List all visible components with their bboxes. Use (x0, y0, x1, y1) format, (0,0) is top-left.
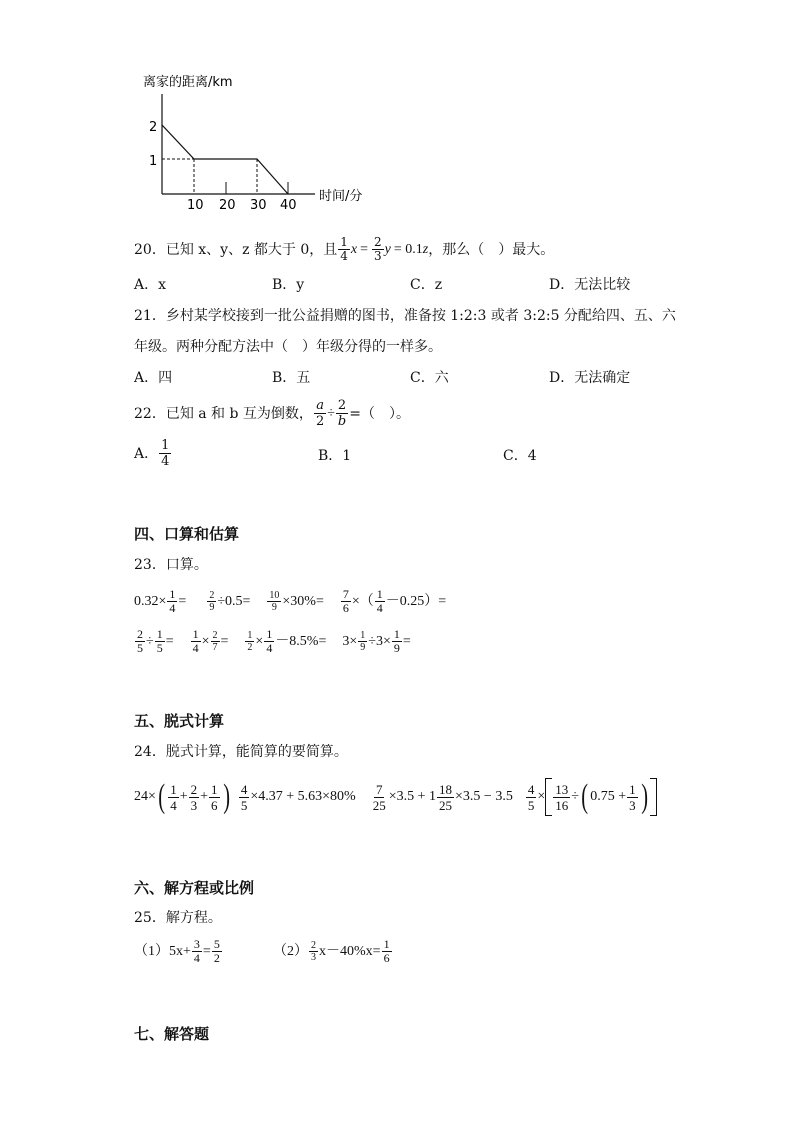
q20-option-b: B．y (272, 277, 305, 293)
q23-r2d-frac (358, 630, 367, 653)
q20-option-a: A．x (134, 277, 167, 293)
graph-ylabel: 离家的距离/km (143, 75, 233, 90)
y-tick-2: 2 (149, 120, 158, 135)
q24-e1-f2-num: 2 (190, 781, 198, 797)
graph-svg (135, 70, 375, 215)
q23-r1d-frac (341, 588, 351, 615)
q23-r2b2-den: 7 (212, 642, 218, 653)
q23-r1a-post: = (178, 593, 187, 609)
q20-var-z: z (422, 241, 429, 257)
q23-r2b2-num: 2 (212, 630, 218, 641)
q24-e1-f1-den: 4 (170, 797, 177, 813)
q22-option-a-num: 1 (161, 438, 170, 453)
q25-e2-frac (309, 940, 318, 963)
q23-r1c-num: 10 (269, 590, 280, 601)
q23-r2b2-frac (211, 630, 220, 653)
q23-r1b-post: ÷0.5= (217, 593, 251, 609)
q23-r2d-post: = (402, 633, 411, 649)
q20-frac2-den: 3 (374, 249, 382, 263)
q23-r2a-frac (135, 628, 145, 655)
q23-r1a-num: 1 (169, 587, 176, 601)
q23-r2d-op: ÷3× (368, 633, 391, 649)
q23-r2c2-frac (264, 628, 274, 655)
q25-e1-pre: （1）5x+ (134, 943, 191, 959)
q24-e4-f2-den: 16 (555, 797, 569, 813)
q22-option-b: B．1 (318, 448, 352, 464)
q22-frac1-num: a (316, 398, 324, 413)
q23-r1d-mid: ×（ (351, 593, 374, 609)
q25-e2-rhs-den: 6 (383, 951, 390, 965)
section-4-title: 四、口算和估算 (134, 525, 240, 543)
q23-r2d-pre: 3× (342, 633, 358, 649)
q24-e2-f1-den: 5 (240, 797, 248, 813)
x-tick-40: 40 (280, 198, 297, 213)
q24-e1-f3-den: 6 (211, 797, 218, 813)
q25-e1-num: 3 (193, 937, 200, 951)
q25-e1-den: 4 (193, 951, 200, 965)
q24-e2-f1-num: 4 (240, 781, 248, 797)
q20-option-c: C．z (410, 277, 443, 293)
q23-r2b-post: = (220, 633, 229, 649)
q25-e1-rhs (212, 938, 222, 965)
q25-e2-num: 2 (311, 940, 316, 951)
q21-option-d: D．无法确定 (549, 370, 631, 386)
q21-line2: 年级。两种分配方法中（ ）年级分得的一样多。 (134, 339, 442, 355)
q23-r2c2-num: 1 (266, 627, 273, 641)
q25-e2-rhs-num: 1 (383, 937, 390, 951)
q21-option-c: C．六 (410, 370, 449, 386)
q25-e1-frac (192, 938, 202, 965)
q24-e3-post: ×3.5 − 3.5 (455, 789, 513, 804)
q24-e3-f1-den: 25 (372, 797, 386, 813)
q25-e2-mid: x－40%x= (319, 943, 381, 959)
q22-frac2-num: 2 (337, 398, 347, 413)
q23-r2c-num: 1 (247, 630, 253, 641)
q20-frac1-den: 4 (340, 249, 348, 263)
q23-r2c-post: －8.5%= (275, 633, 327, 649)
q24-expressions (134, 778, 657, 816)
q20-eq2: = 0.1 (393, 241, 423, 257)
q23-r2a-op: ÷ (146, 633, 154, 649)
q24-e1-op2: + (200, 789, 209, 804)
q22-option-c: C．4 (503, 448, 537, 464)
q23-r2c-op: × (255, 633, 264, 649)
q23-r1c-post: ×30%= (282, 593, 324, 609)
q23-title: 23．口算。 (134, 557, 208, 573)
q24-e4-f2-num: 13 (555, 781, 569, 797)
q24-e1-op1: + (179, 789, 188, 804)
q24-e3-f1 (371, 782, 388, 813)
q25-e2-pre: （2） (273, 943, 308, 959)
x-tick-20: 20 (219, 198, 236, 213)
q24-e1-rparen: ) (222, 778, 230, 815)
q20-stem-a: 20．已知 x、y、z 都大于 0，且 (134, 241, 338, 258)
q22-frac1 (314, 398, 326, 429)
q23-r1b-num: 2 (209, 590, 215, 601)
q25-e1-rhs-den: 2 (213, 951, 220, 965)
q25-e1-rhs-num: 5 (213, 937, 220, 951)
q21-option-a: A．四 (134, 370, 173, 386)
q22-option-a (134, 438, 172, 469)
q23-r2b-num: 1 (192, 627, 199, 641)
section-6-title: 六、解方程或比例 (134, 879, 255, 897)
q25-e2-den: 3 (311, 952, 316, 963)
q23-row2 (134, 628, 411, 655)
q22-stem (134, 398, 410, 429)
q23-r2c-den: 2 (247, 642, 253, 653)
q22-stem-a: 22．已知 a 和 b 互为倒数， (134, 405, 313, 422)
q24-e1-f2-den: 3 (190, 797, 198, 813)
q24-e1-f3 (209, 782, 220, 813)
q20-frac2 (372, 236, 384, 263)
q20-stem (134, 236, 554, 263)
q25-title: 25．解方程。 (134, 910, 222, 926)
q25-e1-eq: = (202, 943, 211, 959)
q24-e4-div: ÷ (571, 789, 579, 804)
q23-r2a-num: 2 (137, 627, 143, 641)
q20-frac2-num: 2 (374, 235, 382, 249)
q23-r1d-num: 7 (342, 587, 349, 601)
q20-frac1-num: 1 (340, 235, 348, 249)
q22-frac2-den: b (337, 414, 347, 429)
q23-r2d2-den: 9 (393, 641, 400, 655)
q24-e4-f1 (526, 782, 537, 813)
q24-e4-f3 (627, 782, 638, 813)
q20-stem-b: ，那么（ ）最大。 (428, 241, 555, 258)
q24-e1-lparen: ( (158, 778, 165, 815)
q24-e4-f1-den: 5 (527, 797, 535, 813)
q24-e4-in: 0.75 + (590, 789, 627, 804)
q22-option-a-den: 4 (161, 454, 170, 469)
q23-r2c2-den: 4 (266, 641, 273, 655)
q24-e1-pre: 24× (134, 789, 156, 804)
q23-r2a-den: 5 (137, 641, 143, 655)
q23-row1 (134, 588, 446, 615)
section-7-title: 七、解答题 (134, 1025, 210, 1043)
q22-frac1-den: 2 (315, 414, 325, 429)
distance-line (162, 125, 288, 194)
q24-e1-f3-num: 1 (211, 781, 218, 797)
q24-e4-op: × (537, 789, 546, 804)
q24-e4-lparen: ( (581, 778, 588, 815)
q23-r1a-frac (167, 588, 177, 615)
q23-r2a2-num: 1 (156, 627, 163, 641)
q23-r1d-post: －0.25）= (385, 593, 447, 609)
q23-r2b-den: 4 (192, 641, 199, 655)
q22-frac2 (336, 398, 348, 429)
q23-r2c-frac (245, 630, 254, 653)
q23-r2b-op: × (201, 633, 210, 649)
q25-e2-rhs (382, 938, 392, 965)
q24-e3-f1-num: 7 (375, 781, 383, 797)
q23-r2d2-frac (392, 628, 402, 655)
q24-e2-post: ×4.37 + 5.63×80% (250, 789, 356, 804)
q25-eq1 (134, 938, 223, 965)
q24-title: 24．脱式计算，能简算的要简算。 (134, 744, 348, 760)
q23-r2a2-frac (155, 628, 165, 655)
q23-r1d-den: 6 (342, 601, 349, 615)
q22-div: ÷ (327, 405, 335, 421)
x-tick-10: 10 (187, 198, 204, 213)
y-tick-1: 1 (149, 154, 158, 169)
q24-e3-f2 (437, 782, 454, 813)
q24-e4-f2 (553, 782, 570, 813)
q24-e4-rparen: ) (640, 778, 648, 815)
q20-var-y: y (384, 241, 391, 257)
q20-eq1: = (360, 241, 369, 257)
q23-r1c-frac (267, 590, 281, 613)
q24-e4-f3-den: 3 (629, 797, 636, 813)
graph-xlabel: 时间/分 (319, 189, 363, 204)
q23-r1b-frac (207, 590, 216, 613)
q23-r1d2-den: 4 (376, 601, 383, 615)
q23-r1a-pre: 0.32× (134, 593, 167, 609)
q24-e4-f1-num: 4 (527, 781, 535, 797)
q24-e1-f2 (189, 782, 200, 813)
q24-e4-rbracket (650, 778, 657, 816)
q21-option-b: B．五 (272, 370, 311, 386)
q23-r2a2-den: 5 (156, 641, 163, 655)
x-tick-30: 30 (250, 198, 267, 213)
q24-e1-f1-num: 1 (170, 781, 177, 797)
q24-e3-mid: ×3.5 + 1 (388, 789, 437, 804)
distance-time-graph (135, 70, 375, 215)
q24-e3-f2-num: 18 (439, 781, 453, 797)
q23-r1d2-frac (375, 588, 385, 615)
q24-e4-f3-num: 1 (629, 781, 636, 797)
q23-r1c-den: 9 (271, 602, 277, 613)
q21-line1: 21．乡村某学校接到一批公益捐赠的图书，准备按 1:2:3 或者 3:2:5 分配给四、五、六 (134, 308, 676, 324)
q20-option-d: D．无法比较 (549, 277, 631, 293)
q24-e4-lbracket (545, 778, 552, 816)
q23-r2b-frac (191, 628, 201, 655)
q24-e2-f1 (239, 782, 250, 813)
q23-r2d-num: 1 (360, 630, 366, 641)
q23-r1a-den: 4 (169, 601, 176, 615)
q25-eq2 (273, 938, 393, 965)
q24-e3-f2-den: 25 (439, 797, 453, 813)
q22-option-a-frac (159, 438, 171, 469)
q24-e1-f1 (168, 782, 179, 813)
q20-frac1 (338, 236, 350, 263)
section-5-title: 五、脱式计算 (134, 712, 225, 730)
q22-option-a-label: A． (134, 445, 159, 462)
q23-r2d-den: 9 (360, 642, 366, 653)
q23-r2d2-num: 1 (393, 627, 400, 641)
q23-r1b-den: 9 (209, 602, 215, 613)
q23-r1d2-num: 1 (376, 587, 383, 601)
q22-stem-b: =（ ）。 (349, 405, 410, 422)
q20-var-x: x (350, 241, 358, 257)
q23-r2a-post: = (165, 633, 174, 649)
